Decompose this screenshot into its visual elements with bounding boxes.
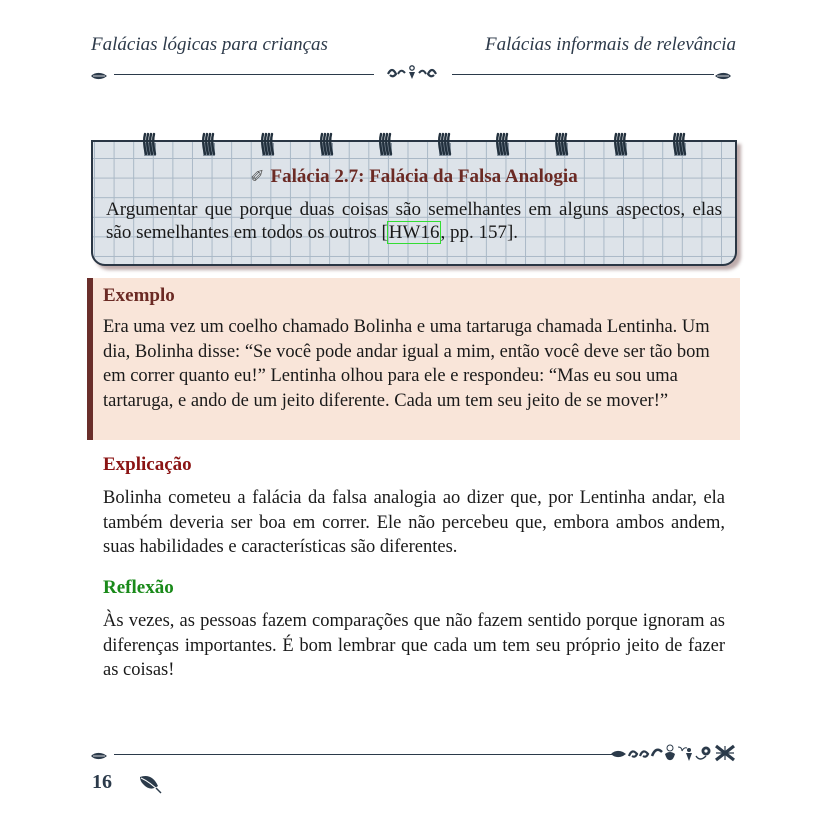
reflection-heading: Reflexão	[103, 577, 174, 598]
fallacy-definition-box	[91, 140, 737, 266]
spiral-ring-icon	[379, 132, 393, 158]
explanation-text: Bolinha cometeu a falácia da falsa analogia ao dizer que, por Lentinha andar, ela também deveria ser boa em correr. Ele não percebeu que, embora ambos andem, suas habilidades e características são diferentes.	[103, 488, 725, 557]
explanation-heading: Explicação	[103, 454, 192, 475]
running-header	[91, 34, 736, 60]
leaf-ornament-icon	[90, 68, 108, 84]
flourish-ornament-icon	[610, 744, 736, 765]
spiral-ring-icon	[555, 132, 569, 158]
book-title: Falácias lógicas para crianças	[91, 34, 328, 55]
spiral-ring-icon	[614, 132, 628, 158]
spiral-ring-icon	[320, 132, 334, 158]
fallacy-title-text: Falácia 2.7: Falácia da Falsa Analogia	[270, 166, 578, 187]
spiral-ring-icon	[202, 132, 216, 158]
chapter-title: Falácias informais de relevância	[485, 34, 736, 55]
definition-text: Argumentar que porque duas coisas são semelhantes em alguns aspectos, elas são semelhantes em todos os outros [	[106, 199, 722, 243]
spiral-ring-icon	[143, 132, 157, 158]
leaf-icon	[138, 774, 162, 797]
citation-link[interactable]: HW16	[388, 222, 440, 243]
fallacy-definition	[106, 198, 722, 244]
example-box	[87, 278, 740, 440]
flourish-ornament-icon	[386, 64, 438, 83]
spiral-ring-icon	[673, 132, 687, 158]
footer-rule	[114, 754, 612, 755]
header-rule-left	[114, 74, 374, 75]
header-rule-right	[452, 74, 714, 75]
pencil-icon: ✐	[250, 167, 265, 187]
example-heading: Exemplo	[103, 285, 175, 306]
citation-pages: , pp. 157].	[440, 222, 519, 243]
fallacy-title	[93, 166, 735, 188]
spiral-ring-icon	[496, 132, 510, 158]
spiral-ring-icon	[438, 132, 452, 158]
leaf-ornament-icon	[714, 68, 732, 84]
page-number: 16	[92, 771, 112, 793]
example-text: Era uma vez um coelho chamado Bolinha e uma tartaruga chamada Lentinha. Um dia, Bolinha disse: “Se você pode andar igual a mim, então você deve ser tão bom em correr quanto eu!” Lentinha olhou para ele e respondeu: “Mas eu sou uma tartaruga, e ando de um jeito diferente. Cada um tem seu jeito de se mover!”	[103, 317, 710, 411]
reflection-text: Às vezes, as pessoas fazem comparações que não fazem sentido porque ignoram as diferenças importantes. É bom lembrar que cada um tem seu próprio jeito de fazer as coisas!	[103, 611, 725, 680]
leaf-ornament-icon	[90, 748, 108, 764]
spiral-ring-icon	[261, 132, 275, 158]
